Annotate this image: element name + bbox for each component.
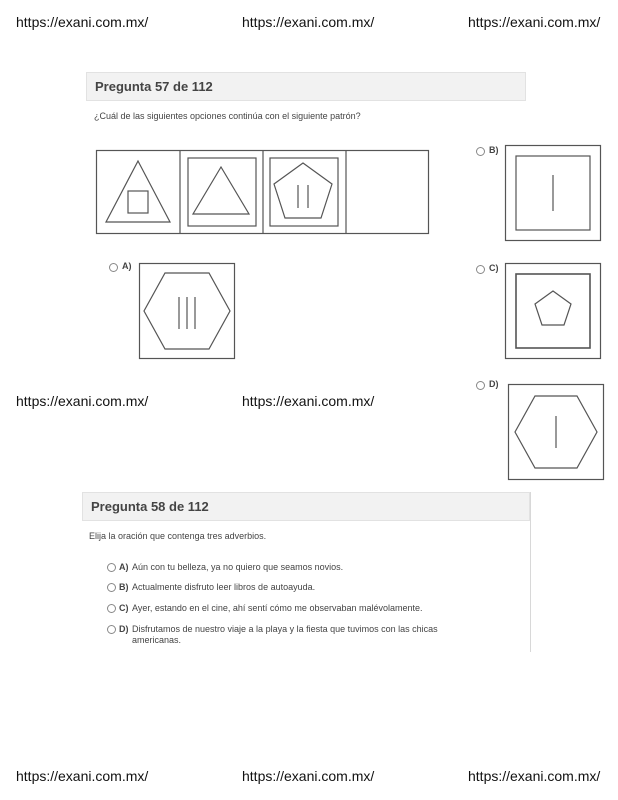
q58-option-c-radio[interactable] — [107, 604, 116, 613]
question-58-header: Pregunta 58 de 112 — [82, 492, 530, 521]
pentagon-shape — [535, 291, 571, 325]
triangle-shape — [193, 167, 249, 214]
square-shape — [270, 158, 338, 226]
q58-option-a-text[interactable]: Aún con tu belleza, ya no quiero que seamos novios. — [132, 562, 344, 572]
pentagon-shape — [274, 163, 332, 218]
option-b-radio[interactable] — [476, 147, 485, 156]
watermark-top-left: https://exani.com.mx/ — [16, 14, 149, 30]
pattern-sequence-figure — [96, 150, 429, 234]
watermark-bottom-right: https://exani.com.mx/ — [468, 768, 601, 784]
watermark-top-right: https://exani.com.mx/ — [468, 14, 601, 30]
watermark-top-center: https://exani.com.mx/ — [242, 14, 375, 30]
q58-option-b-letter: B) — [119, 582, 129, 592]
question-58-right-border — [530, 492, 531, 652]
watermark-mid-center: https://exani.com.mx/ — [242, 393, 375, 409]
q58-option-a-letter: A) — [119, 562, 129, 572]
option-a-figure[interactable] — [139, 263, 235, 359]
question-57-header: Pregunta 57 de 112 — [86, 72, 526, 101]
q58-option-b-text[interactable]: Actualmente disfruto leer libros de autoayuda. — [132, 582, 316, 592]
option-c-letter: C) — [489, 263, 499, 273]
q58-option-c-text[interactable]: Ayer, estando en el cine, ahí sentí cómo me observaban malévolamente. — [132, 603, 423, 613]
option-b-figure[interactable] — [505, 145, 601, 241]
square-shape — [128, 191, 148, 213]
option-d-letter: D) — [489, 379, 499, 389]
question-58-prompt: Elija la oración que contenga tres adverbios. — [89, 531, 267, 541]
square-shape — [516, 274, 590, 348]
question-57-prompt: ¿Cuál de las siguientes opciones continúa con el siguiente patrón? — [94, 111, 361, 121]
watermark-bottom-left: https://exani.com.mx/ — [16, 768, 149, 784]
option-c-figure[interactable] — [505, 263, 601, 359]
square-frame — [506, 264, 601, 359]
option-c-radio[interactable] — [476, 265, 485, 274]
watermark-bottom-center: https://exani.com.mx/ — [242, 768, 375, 784]
q58-option-b-radio[interactable] — [107, 583, 116, 592]
q58-option-c-letter: C) — [119, 603, 129, 613]
watermark-mid-left: https://exani.com.mx/ — [16, 393, 149, 409]
option-a-radio[interactable] — [109, 263, 118, 272]
option-d-radio[interactable] — [476, 381, 485, 390]
option-a-letter: A) — [122, 261, 132, 271]
q58-option-d-letter: D) — [119, 624, 129, 634]
q58-option-a-radio[interactable] — [107, 563, 116, 572]
option-b-letter: B) — [489, 145, 499, 155]
q58-option-d-text[interactable]: Disfrutamos de nuestro viaje a la playa y la fiesta que tuvimos con las chicas americanas. — [132, 624, 438, 645]
q58-option-d-radio[interactable] — [107, 625, 116, 634]
option-d-figure[interactable] — [508, 384, 604, 480]
